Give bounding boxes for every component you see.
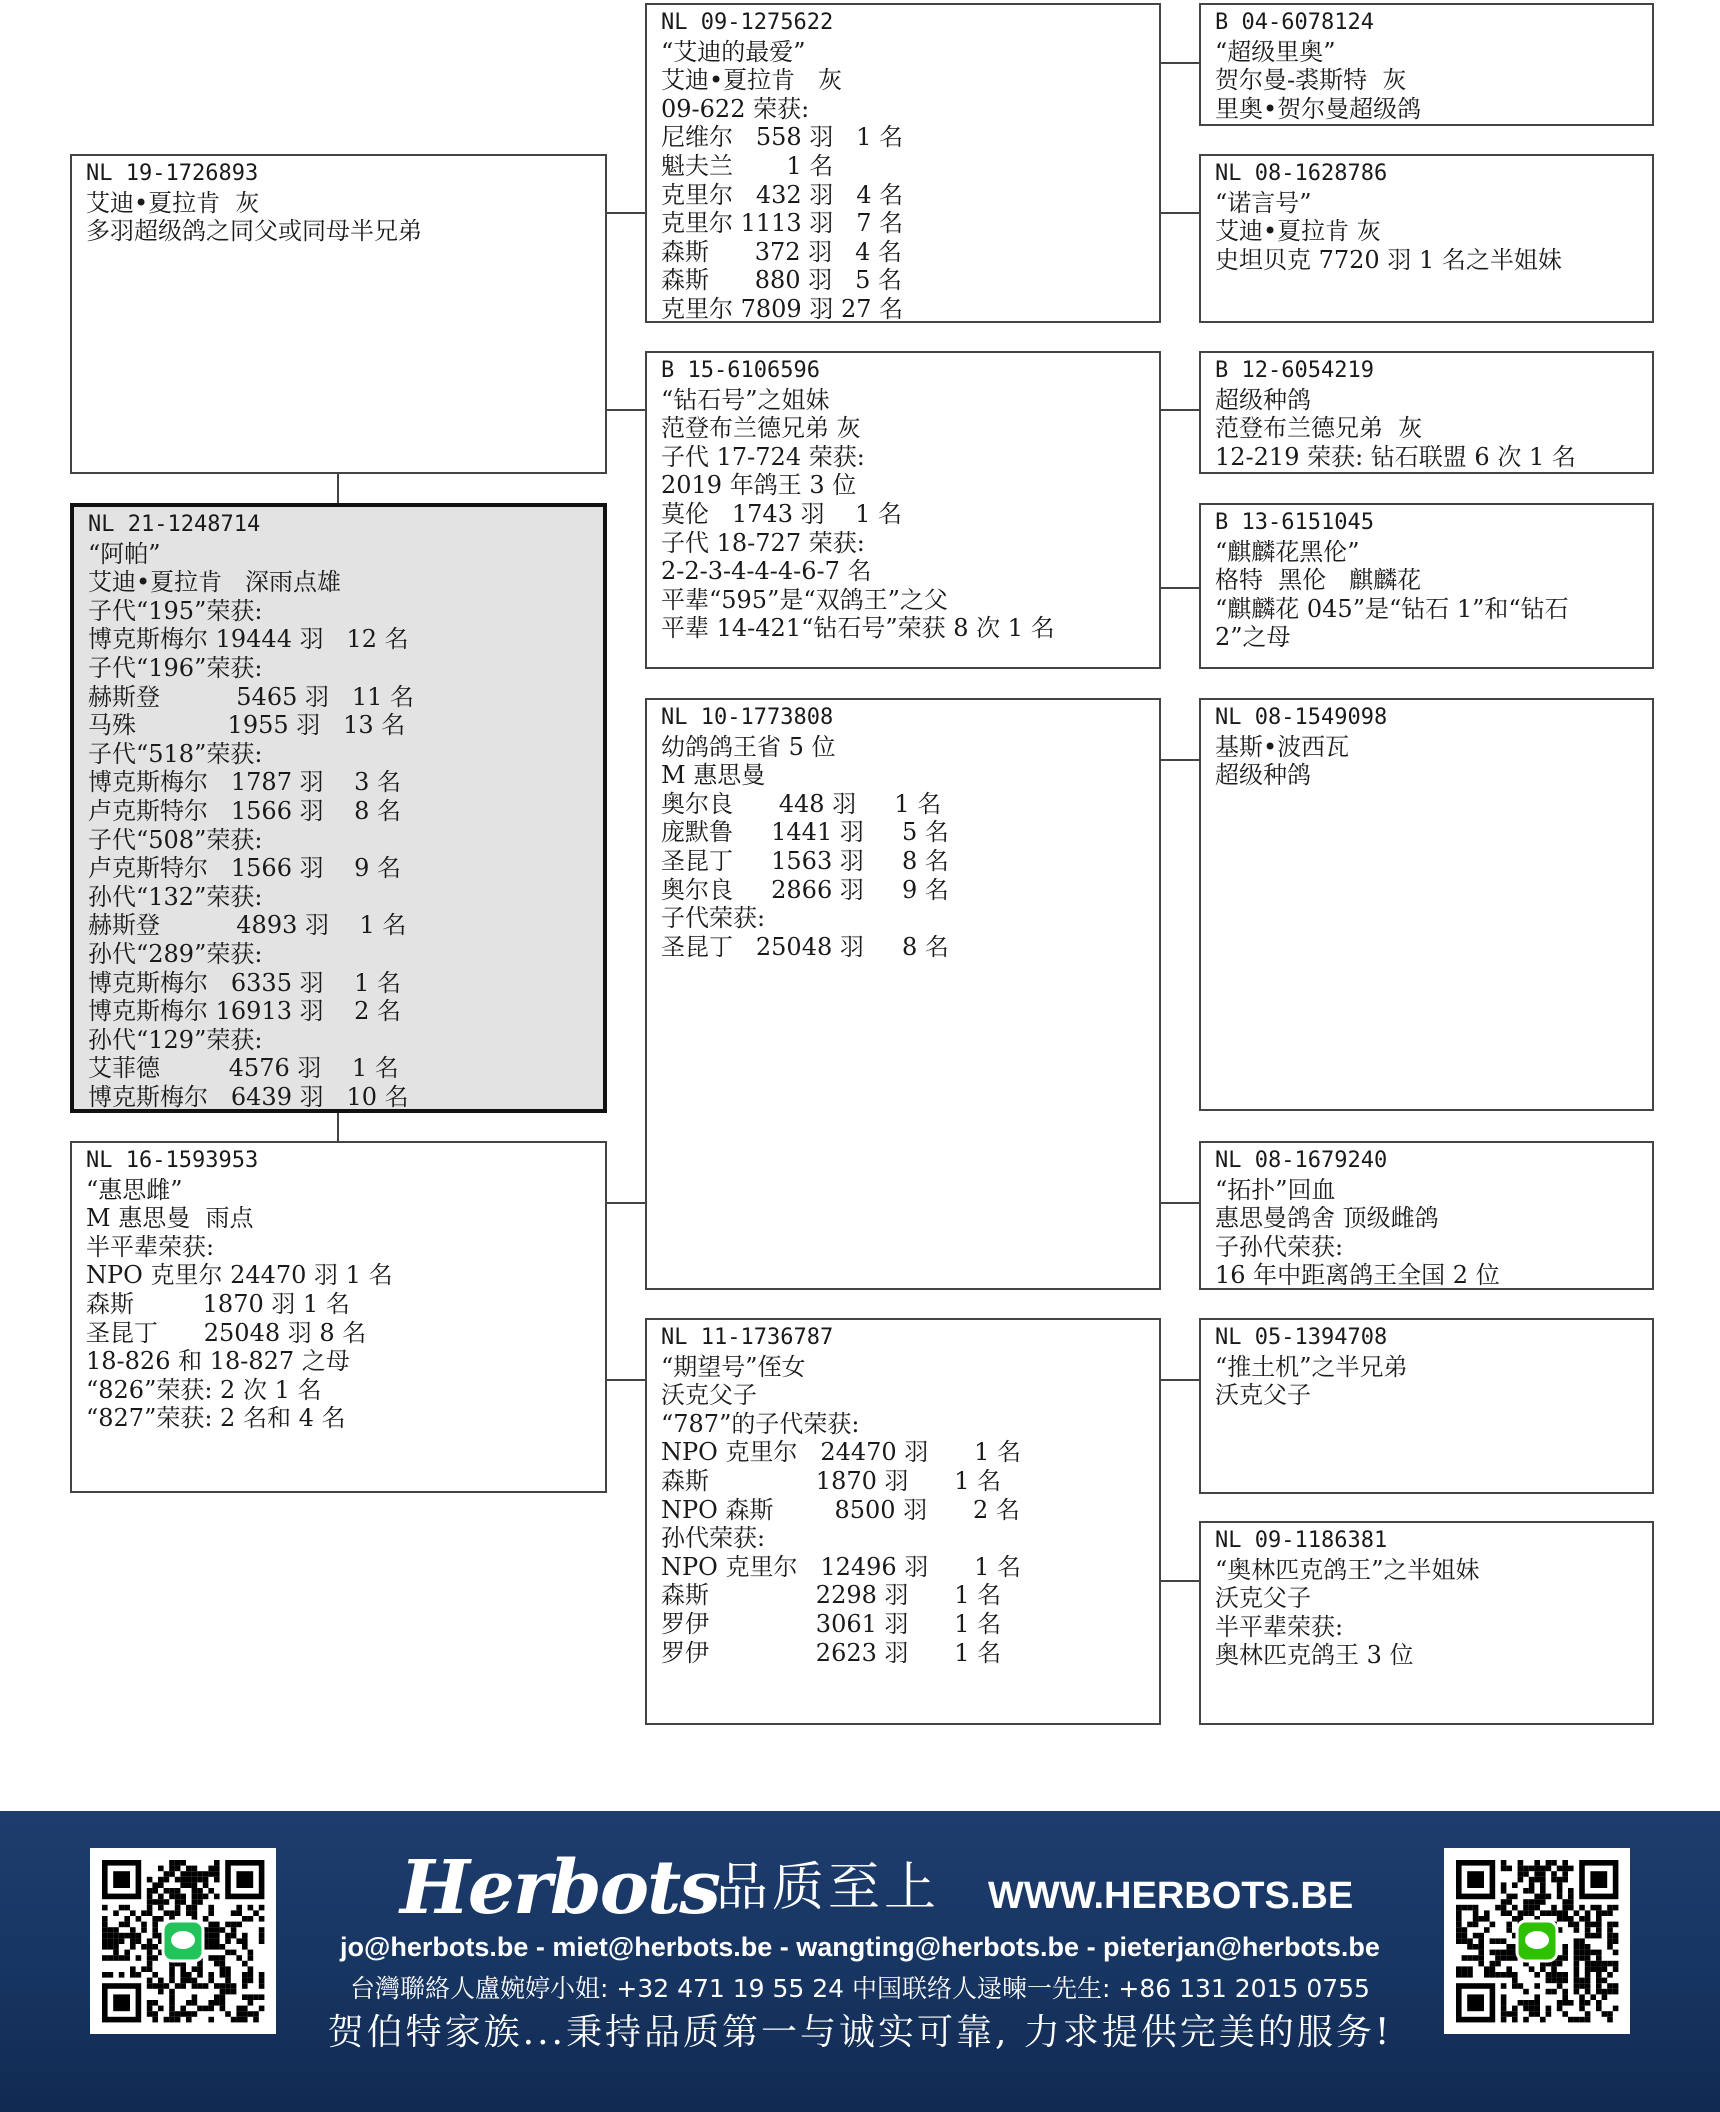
pedigree-line: 2019 年鸽王 3 位	[661, 471, 857, 500]
pedigree-line: 超级种鸽	[1215, 761, 1311, 790]
pedigree-line: “麒麟花 045”是“钻石 1”和“钻石	[1215, 594, 1569, 623]
pedigree-line: NPO 克里尔 24470 羽 1 名	[86, 1261, 393, 1290]
phone-contacts: 台灣聯絡人盧婉婷小姐: +32 471 19 55 24 中国联络人逯暕一先生: +86 131 2015 0755	[350, 1974, 1370, 2003]
pedigree-line: 子孙代荣获:	[1215, 1232, 1344, 1261]
connector	[1159, 62, 1200, 64]
pedigree-line: 格特 黑伦 麒麟花	[1215, 566, 1422, 595]
pedigree-line: 艾菲德 4576 羽 1 名	[88, 1054, 399, 1083]
connector	[1159, 409, 1200, 411]
pedigree-line: 艾迪•夏拉肯 灰	[661, 66, 843, 95]
connector	[1159, 212, 1200, 214]
pedigree-line: 卢克斯特尔 1566 羽 8 名	[88, 796, 402, 825]
connector	[337, 1111, 339, 1142]
ring-number: NL 08-1549098	[1215, 705, 1388, 730]
company-motto: 贺伯特家族...秉持品质第一与诚实可靠, 力求提供完美的服务!	[327, 2012, 1393, 2053]
pedigree-line: 里奥•贺尔曼超级鸽	[1215, 94, 1422, 123]
pedigree-line: 沃克父子	[1215, 1381, 1311, 1410]
connector	[337, 473, 339, 504]
pedigree-line: 子代 17-724 荣获:	[661, 442, 865, 471]
pedigree-line: 奥林匹克鸽王 3 位	[1215, 1641, 1414, 1670]
dam-dam-sire-box	[1199, 1318, 1654, 1494]
brand-name: Herbots	[400, 1845, 719, 1931]
ring-number: NL 11-1736787	[661, 1325, 834, 1350]
pedigree-line: 16 年中距离鸽王全国 2 位	[1215, 1261, 1500, 1290]
pedigree-line: “诺言号”	[1215, 188, 1312, 217]
pedigree-line: 赫斯登 5465 羽 11 名	[88, 682, 415, 711]
pedigree-line: 魁夫兰 1 名	[661, 151, 834, 180]
pedigree-line: M 惠思曼	[661, 761, 766, 790]
pedigree-line: 博克斯梅尔 16913 羽 2 名	[88, 997, 402, 1026]
ring-number: NL 05-1394708	[1215, 1325, 1388, 1350]
pedigree-line: “827”荣获: 2 名和 4 名	[86, 1404, 346, 1433]
pedigree-line: “惠思雌”	[86, 1175, 183, 1204]
pedigree-line: “艾迪的最爱”	[661, 37, 806, 66]
pedigree-line: 孙代荣获:	[661, 1524, 766, 1553]
pedigree-line: “钻石号”之姐妹	[661, 385, 830, 414]
pedigree-line: 庞默鲁 1441 羽 5 名	[661, 818, 949, 847]
sire-sire-box	[645, 3, 1161, 323]
sire-dam-dam-box	[1199, 503, 1654, 669]
pedigree-line: 12-219 荣获: 钻石联盟 6 次 1 名	[1215, 442, 1576, 471]
connector	[1159, 1580, 1200, 1582]
pedigree-line: “期望号”侄女	[661, 1352, 806, 1381]
pedigree-line: 克里尔 7809 羽 27 名	[661, 294, 904, 323]
ring-number: NL 09-1186381	[1215, 1528, 1388, 1553]
ring-number: B 13-6151045	[1215, 510, 1374, 535]
pedigree-line: 半平辈荣获:	[1215, 1612, 1344, 1641]
pedigree-line: “超级里奥”	[1215, 37, 1336, 66]
pedigree-line: 史坦贝克 7720 羽 1 名之半姐妹	[1215, 245, 1562, 274]
connector	[1159, 1379, 1200, 1381]
connector	[1159, 759, 1200, 761]
pedigree-line: NPO 克里尔 24470 羽 1 名	[661, 1438, 1021, 1467]
sire-sire-sire-box	[1199, 3, 1654, 126]
pedigree-line: 赫斯登 4893 羽 1 名	[88, 911, 407, 940]
brand-slogan: 品质至上	[716, 1858, 941, 1918]
pedigree-line: 平辈“595”是“双鸽王”之父	[661, 585, 948, 614]
dam-dam-dam-box	[1199, 1521, 1654, 1725]
pedigree-line: 博克斯梅尔 6335 羽 1 名	[88, 968, 402, 997]
pedigree-line: 子代“195”荣获:	[88, 596, 263, 625]
pedigree-line: 幼鸽鸽王省 5 位	[661, 732, 836, 761]
pedigree-line: 半平辈荣获:	[86, 1232, 215, 1261]
pedigree-line: 09-622 荣获:	[661, 94, 810, 123]
pedigree-line: 森斯 1870 羽 1 名	[661, 1466, 1002, 1495]
pedigree-line: 2-2-3-4-4-4-6-7 名	[661, 557, 872, 586]
pedigree-line: NPO 克里尔 12496 羽 1 名	[661, 1552, 1021, 1581]
connector	[1159, 1202, 1200, 1204]
pedigree-line: 森斯 372 羽 4 名	[661, 237, 902, 266]
website-link[interactable]: WWW.HERBOTS.BE	[988, 1875, 1354, 1917]
pedigree-line: 多羽超级鸽之同父或同母半兄弟	[86, 217, 422, 246]
pedigree-line: 18-826 和 18-827 之母	[86, 1347, 350, 1376]
pedigree-line: 克里尔 1113 羽 7 名	[661, 209, 904, 238]
pedigree-line: 博克斯梅尔 19444 羽 12 名	[88, 625, 409, 654]
pedigree-line: 惠思曼鸽舍 顶级雌鸽	[1215, 1204, 1439, 1233]
pedigree-line: 子代“508”荣获:	[88, 825, 263, 854]
ring-number: NL 19-1726893	[86, 161, 259, 186]
ring-number: B 12-6054219	[1215, 358, 1374, 383]
pedigree-line: 罗伊 3061 羽 1 名	[661, 1609, 1002, 1638]
pedigree-line: “拓扑”回血	[1215, 1175, 1336, 1204]
connector	[605, 1202, 646, 1204]
pedigree-line: 孙代“129”荣获:	[88, 1025, 263, 1054]
pedigree-line: 超级种鸽	[1215, 385, 1311, 414]
dam-sire-dam-box	[1199, 1141, 1654, 1290]
pedigree-line: 孙代“289”荣获:	[88, 939, 263, 968]
connector	[605, 409, 646, 411]
pedigree-line: NPO 森斯 8500 羽 2 名	[661, 1495, 1020, 1524]
pedigree-line: 子代“518”荣获:	[88, 739, 263, 768]
pedigree-line: 子代荣获:	[661, 904, 766, 933]
pedigree-line: 平辈 14-421“钻石号”荣获 8 次 1 名	[661, 614, 1055, 643]
pedigree-line: 子代“196”荣获:	[88, 653, 263, 682]
pedigree-line: 2”之母	[1215, 623, 1291, 652]
ring-number: NL 16-1593953	[86, 1148, 259, 1173]
pedigree-line: 博克斯梅尔 1787 羽 3 名	[88, 768, 402, 797]
pedigree-line: 艾迪•夏拉肯 深雨点雄	[88, 568, 342, 597]
sire-dam-sire-box	[1199, 351, 1654, 474]
pedigree-line: 卢克斯特尔 1566 羽 9 名	[88, 854, 402, 883]
pedigree-line: 马殊 1955 羽 13 名	[88, 711, 406, 740]
ring-number: NL 21-1248714	[88, 512, 261, 537]
ring-number: NL 09-1275622	[661, 10, 834, 35]
dam-box	[70, 1141, 607, 1493]
ring-number: NL 08-1679240	[1215, 1148, 1388, 1173]
ring-number: B 04-6078124	[1215, 10, 1374, 35]
pedigree-line: 沃克父子	[661, 1381, 757, 1410]
ring-number: NL 10-1773808	[661, 705, 834, 730]
pedigree-line: 森斯 880 羽 5 名	[661, 266, 902, 295]
pedigree-line: 艾迪•夏拉肯 灰	[86, 188, 260, 217]
pedigree-line: “推土机”之半兄弟	[1215, 1352, 1408, 1381]
email-contacts[interactable]: jo@herbots.be - miet@herbots.be - wangting@herbots.be - pieterjan@herbots.be	[340, 1932, 1380, 1962]
pedigree-line: 罗伊 2623 羽 1 名	[661, 1638, 1002, 1667]
ring-number: B 15-6106596	[661, 358, 820, 383]
brand-logo	[400, 1845, 719, 1931]
pedigree-line: 尼维尔 558 羽 1 名	[661, 123, 904, 152]
dam-sire-box	[645, 698, 1161, 1290]
pedigree-line: 孙代“132”荣获:	[88, 882, 263, 911]
pedigree-line: “奥林匹克鸽王”之半姐妹	[1215, 1555, 1480, 1584]
subject-pigeon-box	[70, 503, 607, 1113]
sire-dam-box	[645, 351, 1161, 669]
pedigree-line: “787”的子代荣获:	[661, 1409, 860, 1438]
pedigree-line: 圣昆丁 1563 羽 8 名	[661, 846, 949, 875]
sire-box	[70, 154, 607, 474]
pedigree-line: 子代 18-727 荣获:	[661, 528, 865, 557]
pedigree-line: “阿帕”	[88, 539, 161, 568]
pedigree-line: 博克斯梅尔 6439 羽 10 名	[88, 1082, 409, 1111]
pedigree-line: 贺尔曼-裘斯特 灰	[1215, 66, 1407, 95]
pedigree-line: “826”荣获: 2 次 1 名	[86, 1375, 322, 1404]
pedigree-line: 森斯 1870 羽 1 名	[86, 1289, 350, 1318]
pedigree-line: 森斯 2298 羽 1 名	[661, 1581, 1002, 1610]
pedigree-line: “麒麟花黑伦”	[1215, 537, 1360, 566]
sire-sire-dam-box	[1199, 154, 1654, 323]
pedigree-line: 范登布兰德兄弟 灰	[661, 414, 861, 443]
pedigree-line: 圣昆丁 25048 羽 8 名	[86, 1318, 367, 1347]
ring-number: NL 08-1628786	[1215, 161, 1388, 186]
pedigree-line: 圣昆丁 25048 羽 8 名	[661, 932, 949, 961]
pedigree-line: M 惠思曼 雨点	[86, 1204, 254, 1233]
pedigree-line: 沃克父子	[1215, 1584, 1311, 1613]
pedigree-line: 基斯•波西瓦	[1215, 732, 1350, 761]
pedigree-line: 克里尔 432 羽 4 名	[661, 180, 904, 209]
connector	[605, 212, 646, 214]
pedigree-line: 奥尔良 448 羽 1 名	[661, 789, 942, 818]
dam-sire-sire-box	[1199, 698, 1654, 1111]
pedigree-line: 莫伦 1743 羽 1 名	[661, 499, 903, 528]
pedigree-line: 奥尔良 2866 羽 9 名	[661, 875, 949, 904]
connector	[1159, 587, 1200, 589]
pedigree-line: 艾迪•夏拉肯 灰	[1215, 217, 1381, 246]
pedigree-line: 范登布兰德兄弟 灰	[1215, 414, 1423, 443]
dam-dam-box	[645, 1318, 1161, 1725]
connector	[605, 1379, 646, 1381]
